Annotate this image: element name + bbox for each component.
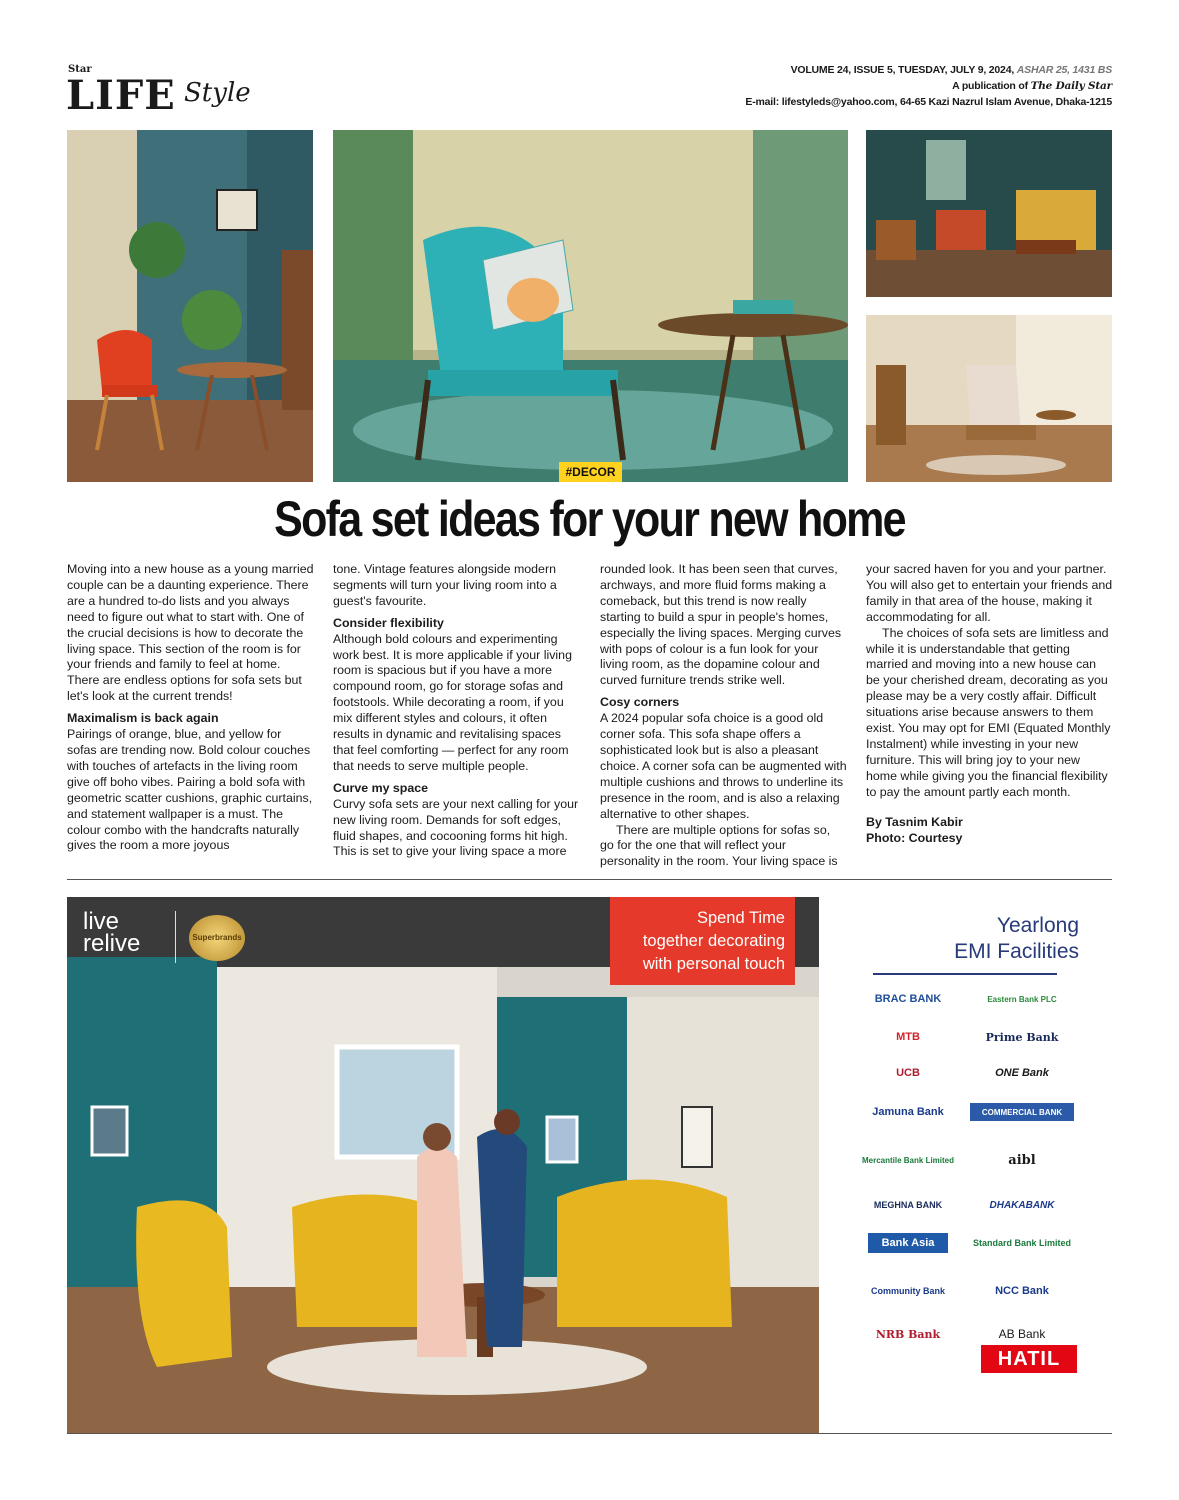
daily-star-name: The Daily Star bbox=[1030, 80, 1112, 92]
contact-line: E-mail: lifestyleds@yahoo.com, 64-65 Kazi Nazrul Islam Avenue, Dhaka-1215 bbox=[745, 96, 1112, 108]
photo-red-chair-room bbox=[67, 130, 313, 482]
bank-logo-commercial: COMMERCIAL BANK bbox=[970, 1103, 1074, 1121]
bank-logo-mtb: MTB bbox=[896, 1031, 920, 1043]
bank-logo-meghna: MEGHNA BANK bbox=[873, 1200, 943, 1210]
bank-logo-dhaka: DHAKABANK bbox=[989, 1199, 1055, 1211]
photo-credit: Photo: Courtesy bbox=[866, 830, 963, 845]
paragraph: Although bold colours and experimenting work best. It is more applicable if your living room is spacious but if you have a more compound room, go for storage sofas and footstools. While decorating a room, if you mix different styles and colours, it often results in dynamic and revitalising spaces that feel comforting — perfect for any room that needs to serve multiple people. bbox=[333, 631, 572, 773]
bank-logo-mercantile: Mercantile Bank Limited bbox=[861, 1155, 955, 1165]
hatil-advertisement bbox=[67, 897, 1112, 1434]
paragraph: The choices of sofa sets are limitless and while it is understandable that getting married and moving into a new house can be your cherished dream, decorating as you please may be a very costly affair. Difficult situations arise because answers to them exist. You may opt for EMI (Equated Monthly Instalment) while investing in your new furniture. This will bring joy to your new home while giving you the financial flexibility to pay the amount partly each month. bbox=[866, 625, 1111, 799]
subheading-flexibility: Consider flexibility bbox=[333, 615, 444, 630]
article-column-4 bbox=[866, 562, 1113, 846]
paragraph: Moving into a new house as a young married couple can be a daunting experience. There are a hundred to-do lists and you always need to figure out what to start with. One of the crucial decisions is how to decorate the living space. This section of the room is for your friends and family to feel at home. There are endless options for sofa sets but let's look at the current trends! bbox=[67, 562, 314, 704]
brand-separator bbox=[175, 911, 176, 963]
subheading-maximalism: Maximalism is back again bbox=[67, 711, 219, 726]
bottom-divider bbox=[67, 1433, 1112, 1434]
emi-facilities-panel bbox=[819, 897, 1112, 1434]
paragraph: There are multiple options for sofas so, go for the one that will reflect your personality in the room. Your living space is bbox=[600, 822, 838, 869]
photo-teal-armchair-cat bbox=[333, 130, 848, 482]
bank-logo-jamuna: Jamuna Bank bbox=[872, 1106, 944, 1118]
superbrands-award-badge: Superbrands bbox=[189, 915, 245, 961]
subheading-corners: Cosy corners bbox=[600, 695, 680, 710]
emi-title: Yearlong EMI Facilities bbox=[954, 914, 1079, 963]
bank-logo-bank-asia: Bank Asia bbox=[868, 1233, 948, 1253]
article-column-2 bbox=[333, 562, 580, 860]
decor-tag: #DECOR bbox=[559, 462, 622, 482]
paragraph: tone. Vintage features alongside modern segments will turn your living room into a guest's favourite. bbox=[333, 562, 557, 608]
issue-bs: ASHAR 25, 1431 BS bbox=[1016, 64, 1112, 76]
article-column-1 bbox=[67, 562, 314, 854]
paragraph: your sacred haven for you and your partner. You will also get to entertain your friends and family in that area of the house, making it accommodating for all. bbox=[866, 562, 1113, 624]
bank-logo-prime: Prime Bank bbox=[985, 1030, 1059, 1044]
logo-life-text: LIFE bbox=[66, 72, 176, 119]
live-relive-brand: live relive bbox=[83, 908, 141, 957]
headline: Sofa set ideas for your new home bbox=[274, 491, 905, 547]
promo-box: Spend Time together decorating with personal touch bbox=[610, 897, 795, 985]
issue-line: VOLUME 24, ISSUE 5, TUESDAY, JULY 9, 2024, ASHAR 25, 1431 BS bbox=[790, 64, 1112, 76]
article-column-3 bbox=[600, 562, 847, 870]
bank-logo-ucb: UCB bbox=[896, 1067, 920, 1079]
issue-info bbox=[745, 62, 1112, 110]
byline: By Tasnim Kabir bbox=[866, 814, 963, 829]
hatil-logo: HATIL bbox=[981, 1345, 1077, 1373]
paragraph: Curvy sofa sets are your next calling for your new living room. Demands for soft edges, fluid shapes, and cocooning forms hit high. This is set to give your living space a more bbox=[333, 796, 579, 859]
bank-logo-standard: Standard Bank Limited bbox=[972, 1238, 1071, 1248]
paragraph: A 2024 popular sofa choice is a good old corner sofa. This sofa shape offers a sophisticated look but is also a pleasant choice. A corner sofa can be augmented with multiple cushions and throws to underline its presence in the room, and is also a relaxing alternative to other shapes. bbox=[600, 711, 847, 821]
bank-logo-ncc: NCC Bank bbox=[995, 1285, 1049, 1297]
photo-cream-lounge-chair bbox=[866, 315, 1112, 482]
bank-logo-community: Community Bank bbox=[870, 1286, 945, 1296]
emi-underline bbox=[873, 973, 1057, 975]
bank-logo-nrb: NRB Bank bbox=[875, 1327, 941, 1341]
life-style-logo bbox=[66, 62, 266, 126]
bank-logo-ab: AB Bank bbox=[998, 1327, 1046, 1341]
bank-logo-brac: BRAC BANK bbox=[874, 993, 942, 1005]
publication-line: A publication of The Daily Star bbox=[952, 80, 1112, 92]
bank-logo-aibl: aibl bbox=[1008, 1152, 1036, 1168]
paragraph: rounded look. It has been seen that curves, archways, and more fluid forms making a comeback, but this trend is now really starting to build a spur in people's homes, especially the living spaces. Merging curves with pops of colour is a fun look for your living room, as the dopamine colour and curved furniture trends strike well. bbox=[600, 562, 842, 688]
logo-style-text: Style bbox=[184, 78, 251, 108]
logo-star-text: Star bbox=[68, 64, 92, 75]
ad-photo-couple-yellow-sofas bbox=[67, 897, 819, 1434]
masthead bbox=[66, 62, 1112, 128]
paragraph: Pairings of orange, blue, and yellow for sofas are trending now. Bold colour couches with touches of artefacts in the living room give off boho vibes. Pairing a bold sofa with geometric scatter cushions, graphic curtains, and statement wallpaper is a must. The colour combo with the handcrafts naturally gives the room a more joyous bbox=[67, 727, 313, 853]
bank-logo-eastern: Eastern Bank PLC bbox=[987, 994, 1057, 1004]
bank-logo-one: ONE Bank bbox=[995, 1067, 1049, 1079]
subheading-curve: Curve my space bbox=[333, 780, 429, 795]
photo-mustard-sofa-room bbox=[866, 130, 1112, 297]
divider bbox=[67, 879, 1112, 880]
